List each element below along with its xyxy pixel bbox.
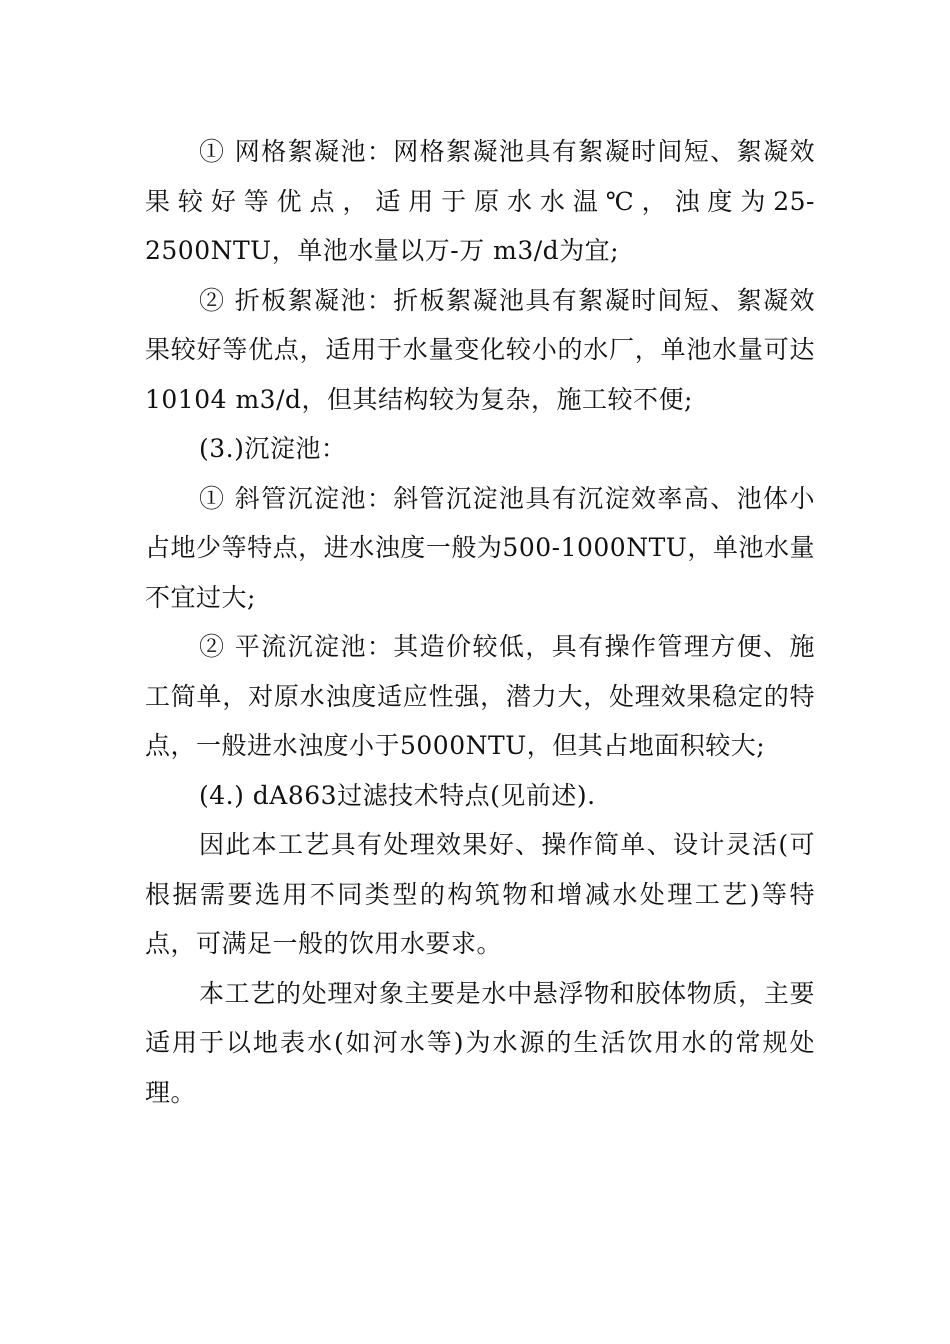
paragraph-treatment-scope: 本工艺的处理对象主要是水中悬浮物和胶体物质，主要适用于以地表水(如河水等)为水源的生活饮用水的常规处理。 xyxy=(145,978,815,1107)
paragraph-process-advantages: 因此本工艺具有处理效果好、操作简单、设计灵活(可根据需要选用不同类型的构筑物和增减水处理工艺)等特点，可满足一般的饮用水要求。 xyxy=(145,830,815,958)
paragraph-horizontal-flow-sedimentation: ② 平流沉淀池：其造价较低，具有操作管理方便、施工简单，对原水浊度适应性强，潜力大，处理效果稳定的特点，一般进水浊度小于5000NTU，但其占地面积较大; xyxy=(145,632,815,760)
paragraph-inclined-tube-sedimentation: ① 斜管沉淀池：斜管沉淀池具有沉淀效率高、池体小占地少等特点，进水浊度一般为500-1000NTU，单池水量不宜过大; xyxy=(145,483,815,612)
paragraph-filtration-features: (4.) dA863过滤技术特点(见前述). xyxy=(199,780,596,810)
paragraph-folded-plate-flocculation: ② 折板絮凝池：折板絮凝池具有絮凝时间短、絮凝效果较好等优点，适用于水量变化较小的水厂，单池水量可达10104 m3/d，但其结构较为复杂，施工较不便; xyxy=(145,285,815,414)
document-body xyxy=(145,127,815,1117)
paragraph-sedimentation-heading: (3.)沉淀池： xyxy=(199,434,347,463)
paragraph-grid-flocculation: ① 网格絮凝池：网格絮凝池具有絮凝时间短、絮凝效果较好等优点，适用于原水水温℃，浊度为25-2500NTU，单池水量以万-万 m3/d为宜; xyxy=(145,137,815,265)
